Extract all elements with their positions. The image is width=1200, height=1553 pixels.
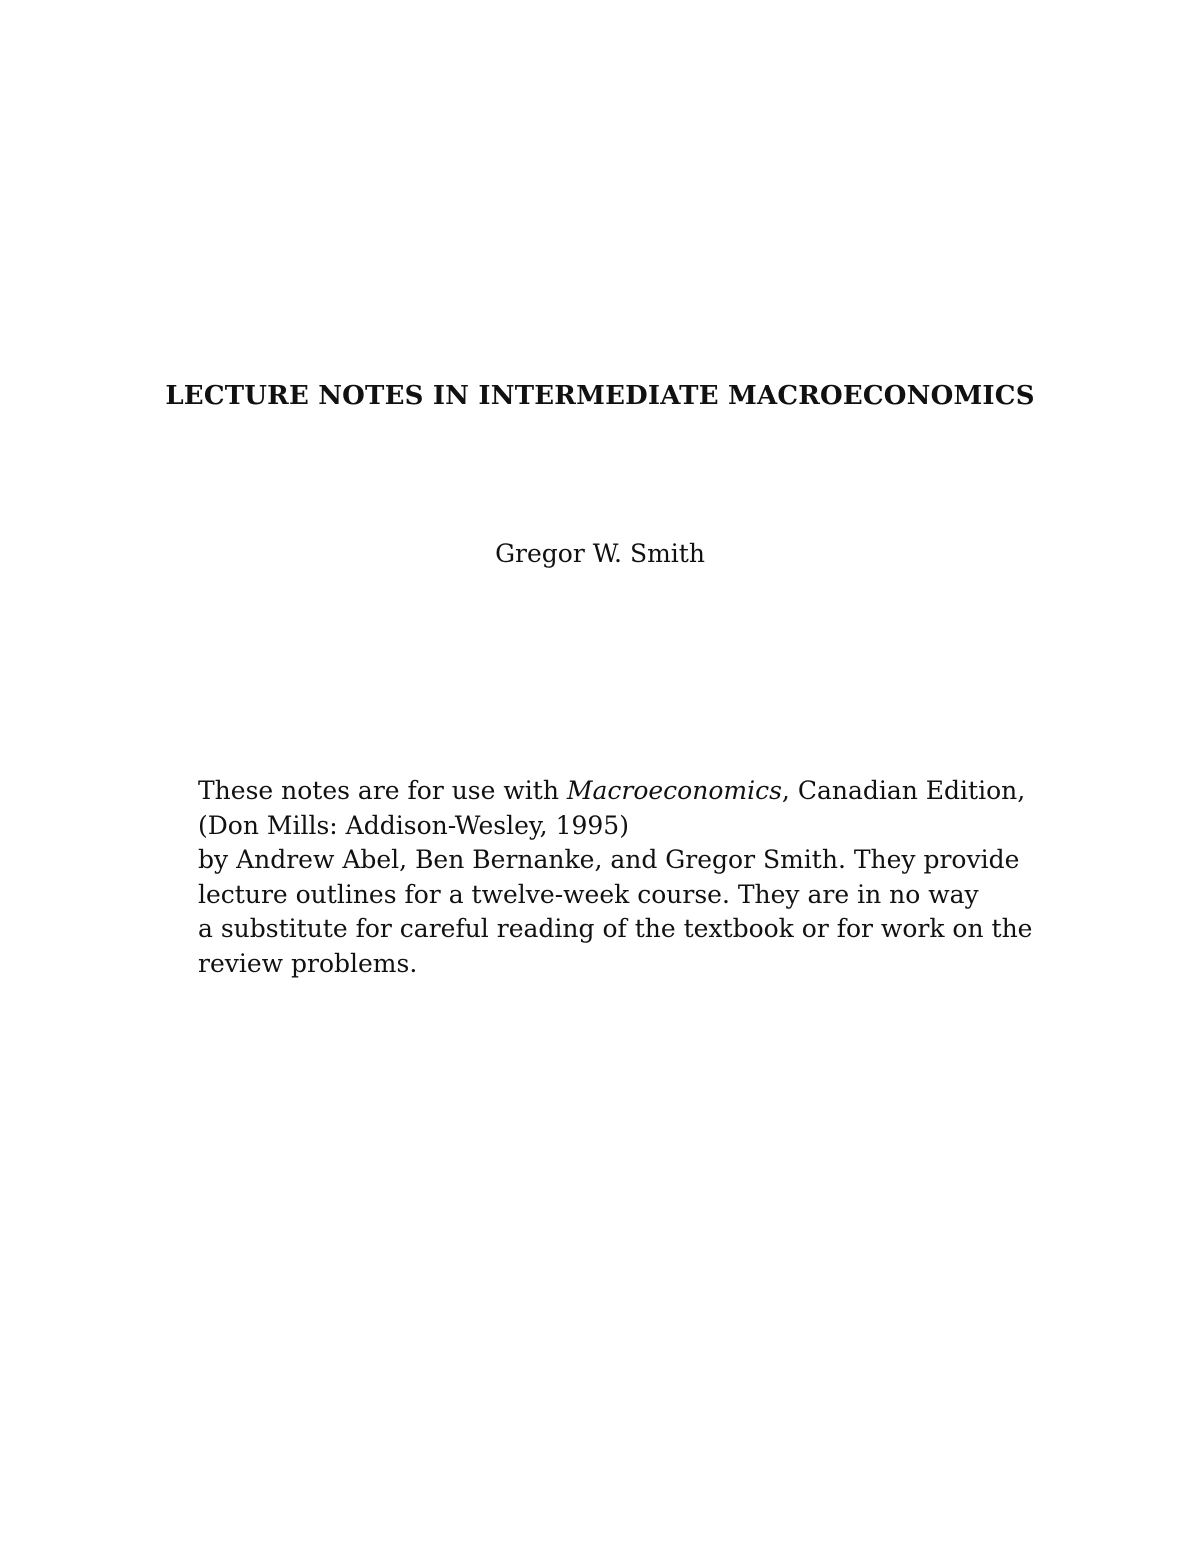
note-line-5: a substitute for careful reading of the textbook or for work on the <box>198 914 1033 943</box>
author-name: Gregor W. Smith <box>495 539 705 568</box>
note-line-1-suffix: , Canadian Edition, <box>781 776 1026 805</box>
book-title: Macroeconomics <box>566 776 782 805</box>
note-line-1 <box>198 774 1058 809</box>
note-line-4: lecture outlines for a twelve-week course. They are in no way <box>198 879 979 909</box>
note-line-6: review problems. <box>198 948 418 978</box>
usage-note <box>198 774 1058 981</box>
note-line-1-prefix: These notes are for use with <box>198 776 567 805</box>
note-line-2: (Don Mills: Addison-Wesley, 1995) <box>198 810 629 840</box>
document-title: LECTURE NOTES IN INTERMEDIATE MACROECONOMICS <box>165 381 1035 411</box>
note-line-3: by Andrew Abel, Ben Bernanke, and Gregor Smith. They provide <box>198 845 1020 874</box>
